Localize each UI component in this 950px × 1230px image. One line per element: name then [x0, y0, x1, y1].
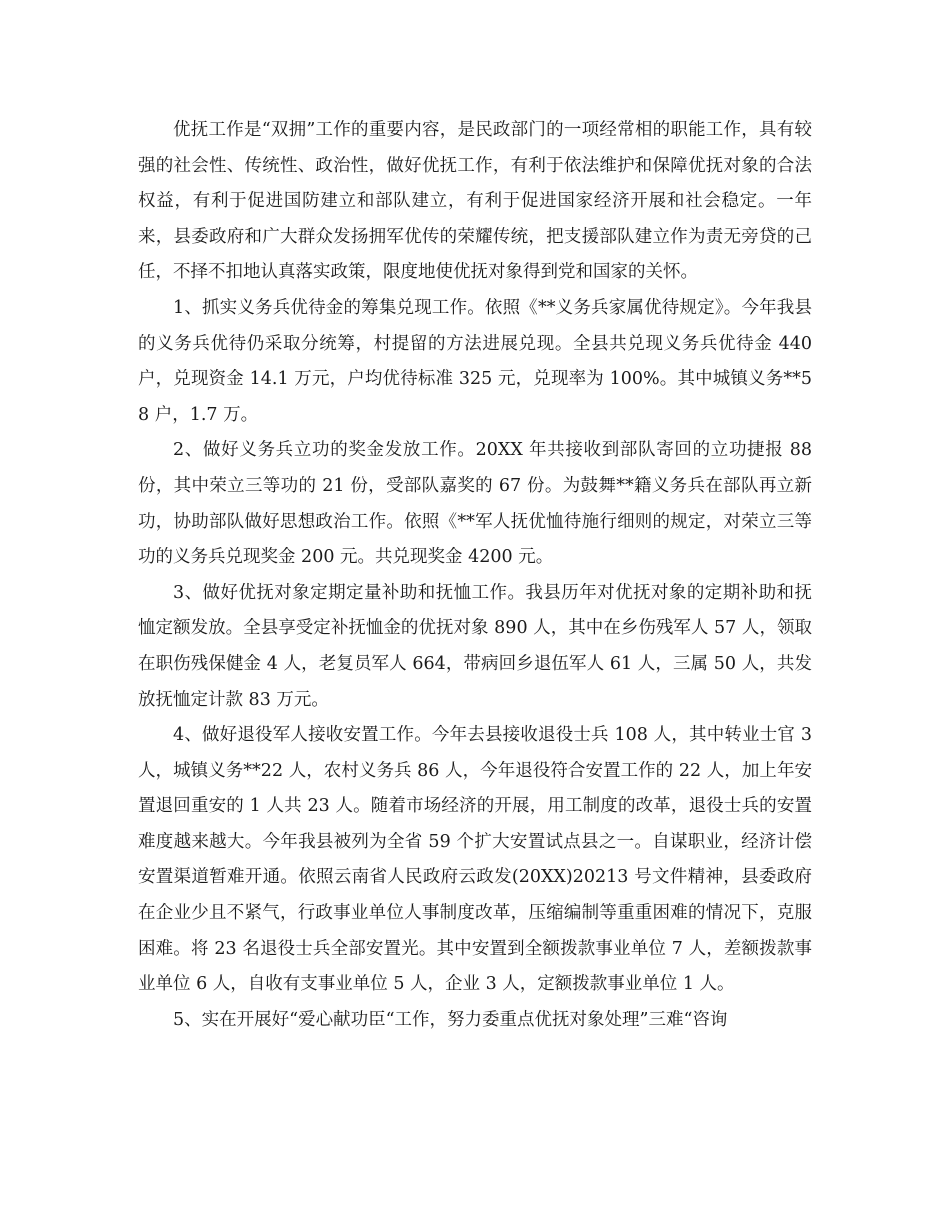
- item-1-paragraph: 1、抓实义务兵优待金的筹集兑现工作。依照《**义务兵家属优待规定》。今年我县的义务兵优待仍采取分统筹，村提留的方法进展兑现。全县共兑现义务兵优待金 440 户，兑现资金 14.1 万元，户均优待标准 325 元，兑现率为 100%。其中城镇义务**58 户，1.7 万。: [138, 297, 812, 425]
- document-body: [138, 113, 812, 1038]
- item-5-paragraph: 5、实在开展好“爱心献功臣“工作，努力委重点优抚对象处理”三难“咨询: [173, 1009, 728, 1030]
- item-4-paragraph: 4、做好退役军人接收安置工作。今年去县接收退役士兵 108 人，其中转业士官 3 人，城镇义务**22 人，农村义务兵 86 人，今年退役符合安置工作的 22 人，加上年安置退回重安的 1 人共 23 人。随着市场经济的开展，用工制度的改革，退役士兵的安置难度越来越大。今年我县被列为全省 59 个扩大安置试点县之一。自谋职业，经济计偿安置渠道暂难开通。依照云南省人民政府云政发(20XX)20213 号文件精神，县委政府在企业少且不紧气，行政事业单位人事制度改革，压缩编制等重重困难的情况下，克服困难。将 23 名退役士兵全部安置光。其中安置到全额拨款事业单位 7 人，差额拨款事业单位 6 人，自收有支事业单位 5 人，企业 3 人，定额拨款事业单位 1 人。: [138, 725, 812, 995]
- item-2-paragraph: 2、做好义务兵立功的奖金发放工作。20XX 年共接收到部队寄回的立功捷报 88 份，其中荣立三等功的 21 份，受部队嘉奖的 67 份。为鼓舞**籍义务兵在部队再立新功，协助部队做好思想政治工作。依照《**军人抚优恤待施行细则的规定，对荣立三等功的义务兵兑现奖金 200 元。共兑现奖金 4200 元。: [138, 440, 812, 568]
- item-3-paragraph: 3、做好优抚对象定期定量补助和抚恤工作。我县历年对优抚对象的定期补助和抚恤定额发放。全县享受定补抚恤金的优抚对象 890 人，其中在乡伤残军人 57 人，领取在职伤残保健金 4 人，老复员军人 664，带病回乡退伍军人 61 人，三属 50 人，共发放抚恤定计款 83 万元。: [138, 582, 812, 710]
- intro-paragraph: 优抚工作是“双拥”工作的重要内容，是民政部门的一项经常相的职能工作，具有较强的社会性、传统性、政治性，做好优抚工作，有利于依法维护和保障优抚对象的合法权益，有利于促进国防建立和部队建立，有利于促进国家经济开展和社会稳定。一年来，县委政府和广大群众发扬拥军优传的荣耀传统，把支援部队建立作为责无旁贷的己任，不择不扣地认真落实政策，限度地使优抚对象得到党和国家的关怀。: [138, 120, 812, 283]
